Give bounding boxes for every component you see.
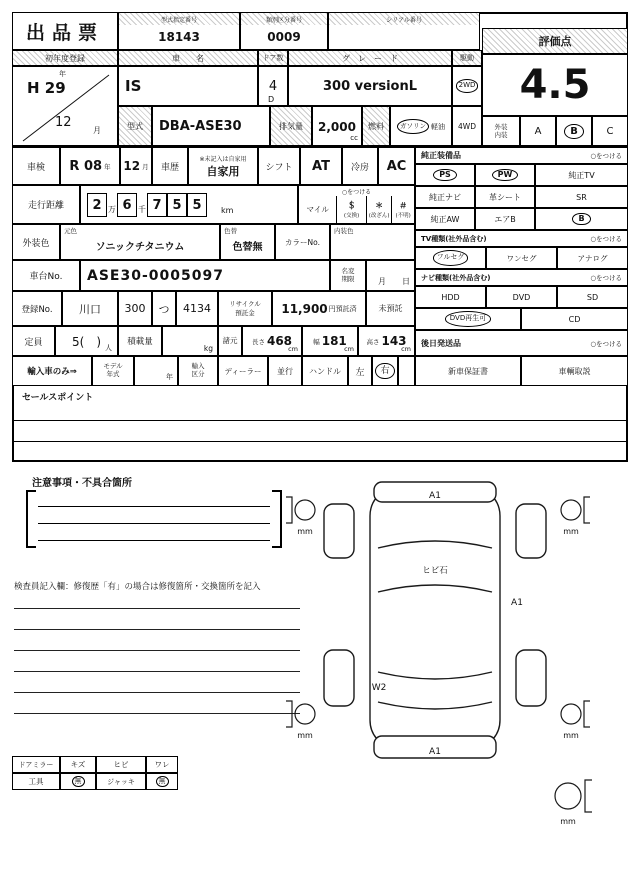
man-unit: 万 — [108, 205, 116, 214]
ac-value: AC — [378, 147, 415, 185]
grade-value: 300 versionL — [288, 66, 452, 106]
class-number-label: 類別区分番号 — [241, 13, 327, 25]
scratch-label: キズ — [60, 756, 96, 773]
model-designation-value: 18143 — [158, 30, 200, 44]
width-value: 181 — [321, 334, 347, 348]
interior-color-cell — [330, 224, 415, 260]
history-value: 自家用 — [206, 164, 240, 178]
color-no-label: カラーNo. — [275, 224, 330, 260]
equipment-header: 純正装備品 ○をつける — [415, 147, 628, 164]
damage-front-a1: A1 — [429, 491, 441, 501]
doors-header: ドア数 — [258, 50, 288, 66]
damage-right-a1: A1 — [511, 598, 523, 608]
mm-circle-front-left — [295, 500, 315, 520]
damage-rear-a1: A1 — [429, 747, 441, 757]
import-class-label: 輸入 区分 — [178, 356, 218, 386]
doors-sub: D — [268, 95, 275, 104]
car-damage-diagram — [278, 474, 630, 854]
front-right-wheel — [516, 504, 546, 558]
mm-circle-front-right — [561, 500, 581, 520]
later-shipment-header: 後日発送品 ○をつける — [415, 330, 628, 356]
mileage-sen-digit: 6 — [117, 193, 137, 217]
name-change-date-cell — [366, 260, 415, 291]
original-color-value: ソニックチタニウム — [95, 242, 185, 253]
jack-none-selected: 無 — [146, 773, 178, 790]
registration-kana: つ — [152, 291, 176, 326]
analog: アナログ — [557, 247, 628, 269]
color-change-label: 色替 — [224, 227, 237, 235]
exchange-option: ＄ (交換) — [336, 196, 365, 223]
score-header: 評価点 — [482, 28, 628, 54]
fuel-value-cell — [390, 106, 452, 147]
grade-option-a: A — [520, 116, 556, 147]
inspector-line-6 — [14, 713, 300, 714]
serial-number-value — [329, 25, 479, 49]
displacement-label: 排気量 — [270, 106, 312, 147]
hdd: HDD — [415, 286, 486, 308]
class-number-cell — [240, 12, 328, 50]
car-body-outline — [370, 490, 500, 746]
car-name-value: IS — [118, 66, 258, 106]
tool-label: 工具 — [12, 773, 60, 790]
rear-left-wheel — [324, 650, 354, 706]
mileage-man-digit: 2 — [87, 193, 107, 217]
year-unit: 年 — [59, 70, 66, 78]
dvd-playable-selected: DVD再生可 — [415, 308, 521, 330]
mile-flags-cell — [298, 185, 415, 224]
inspector-line-2 — [14, 629, 300, 630]
fuel-diesel: 軽油 — [431, 122, 445, 131]
dvd: DVD — [486, 286, 557, 308]
sales-line-2 — [12, 441, 628, 442]
mileage-label: 走行距離 — [12, 185, 80, 224]
load-unit: kg — [203, 344, 213, 353]
mileage-cell — [80, 185, 298, 224]
chassis-no-value: ASE30-0005097 — [80, 260, 330, 291]
inspection-month-cell: 12 月 — [120, 147, 152, 185]
damage-windshield: ヒビ石 — [422, 566, 448, 576]
parallel-option: 並行 — [268, 356, 302, 386]
length-value: 468 — [266, 334, 293, 348]
sd: SD — [557, 286, 628, 308]
damage-left-rear-w2: W2 — [371, 683, 387, 693]
score-value: 4.5 — [519, 62, 591, 108]
chassis-no-label: 車台No. — [12, 260, 80, 291]
inspector-line-1 — [14, 608, 300, 609]
recycle-amount: 11,900 — [281, 301, 328, 316]
displacement-value: 2,000 — [318, 119, 356, 134]
grade-header: グ レ ー ド — [288, 50, 452, 66]
drive-header: 駆動 — [452, 50, 482, 66]
grade-option-c: C — [592, 116, 628, 147]
first-registration-month: 12 — [55, 115, 72, 130]
mileage-d3: 5 — [187, 193, 207, 217]
recycle-label: リサイクル 預託金 — [218, 291, 272, 326]
class-number-value: 0009 — [267, 30, 301, 44]
caution-line-3 — [38, 540, 270, 541]
displacement-value-cell — [312, 106, 362, 147]
first-registration-cell — [12, 66, 118, 147]
handle-left: 左 — [348, 356, 372, 386]
registration-area: 川口 — [62, 291, 118, 326]
doors-value-cell — [258, 66, 288, 106]
vehicle-manual: 車輌取説 — [521, 356, 628, 386]
bracket-front-left — [286, 497, 292, 523]
cd: CD — [521, 308, 628, 330]
fullseg-selected: フルセグ — [415, 247, 486, 269]
bracket-spare — [585, 780, 592, 812]
grade-option-b-selected: B — [556, 116, 592, 147]
first-registration-header: 初年度登録 — [12, 50, 118, 66]
shift-label: シフト — [258, 147, 300, 185]
ac-label: 冷房 — [342, 147, 378, 185]
oem-tv: 純正TV — [535, 164, 628, 186]
recycle-deposit-cell — [272, 291, 366, 326]
oem-wheels: 純正AW — [415, 208, 475, 230]
recycle-not-deposited: 未預託 — [366, 291, 415, 326]
mileage-d1: 7 — [147, 193, 167, 217]
serial-number-label: シリアル番号 — [329, 13, 479, 25]
bracket-rear-left — [286, 701, 292, 727]
oneseg: ワンセグ — [486, 247, 557, 269]
original-color-label: 元色 — [64, 227, 77, 235]
registration-no-label: 登録No. — [12, 291, 62, 326]
width-cell: 幅 181 cm — [302, 326, 358, 356]
bracket-left — [26, 490, 36, 548]
import-only-label: 輸入車のみ⇒ — [12, 356, 92, 386]
mm-label-fr: mm — [563, 527, 579, 536]
model-code-label: 型式 — [118, 106, 152, 147]
tamper-option: ＊ (改ざん) — [366, 196, 392, 223]
mile-option: マイル — [306, 205, 329, 214]
sales-point-label: セールスポイント — [22, 393, 94, 403]
capacity-unit: 人 — [105, 344, 112, 352]
sheet-title: 出品票 — [25, 21, 104, 44]
door-mirror-label: ドアミラー — [12, 756, 60, 773]
tv-type-header: TV種類(社外品含む) ○をつける — [415, 230, 628, 247]
caution-line-1 — [38, 506, 270, 507]
crack-label: ヒビ — [96, 756, 146, 773]
exterior-color-label: 外装色 — [12, 224, 60, 260]
shift-value: AT — [300, 147, 342, 185]
drive-2wd-selected: 2WD — [452, 66, 482, 106]
capacity-cell: 5( ) 人 — [55, 326, 118, 356]
height-cell: 高さ 143 cm — [358, 326, 415, 356]
navi-type-header: ナビ種類(社外品含む) ○をつける — [415, 269, 628, 286]
serial-number-cell — [328, 12, 480, 50]
sheet-title-cell — [12, 12, 118, 50]
ps-selected: PS — [415, 164, 475, 186]
split-label: ワレ — [146, 756, 178, 773]
dealer-option: ディーラー — [218, 356, 268, 386]
inspector-label: 検査員記入欄：修復歴「有」の場合は修復箇所・交換箇所を記入 — [14, 582, 261, 592]
history-cell — [188, 147, 258, 185]
circle-note: ○をつける — [341, 188, 372, 196]
sales-line-1 — [12, 420, 628, 421]
fuel-label: 燃料 — [362, 106, 390, 147]
drive-4wd: 4WD — [452, 106, 482, 147]
handle-right-selected: 右 — [372, 356, 398, 386]
inspector-line-4 — [14, 671, 300, 672]
registration-number: 4134 — [176, 291, 218, 326]
mm-circle-rear-left — [295, 704, 315, 724]
length-cell: 長さ 468 cm — [242, 326, 302, 356]
tool-none-selected: 無 — [60, 773, 96, 790]
name-change-label: 名変 期限 — [330, 260, 366, 291]
original-color-cell — [60, 224, 220, 260]
displacement-unit: cc — [350, 134, 358, 142]
mm-circle-rear-right — [561, 704, 581, 724]
sunroof: SR — [535, 186, 628, 208]
bracket-front-right — [584, 497, 590, 523]
unknown-option: ＃ (不明) — [391, 196, 414, 223]
interior-color-label: 内装色 — [334, 227, 354, 235]
load-label: 積載量 — [118, 326, 162, 356]
caution-label: 注意事項・不具合箇所 — [32, 478, 132, 489]
inspector-line-3 — [14, 650, 300, 651]
model-code-value: DBA-ASE30 — [152, 106, 270, 147]
model-designation-cell — [118, 12, 240, 50]
capacity-label: 定員 — [12, 326, 55, 356]
recycle-suffix: 円預託済 — [328, 304, 357, 313]
fuel-gasoline-selected: ガソリン — [397, 119, 429, 134]
bracket-rear-right — [584, 701, 590, 727]
airbag: エアB — [475, 208, 535, 230]
mm-label-rr: mm — [563, 731, 579, 740]
mm-label-spare: mm — [560, 817, 576, 826]
caution-line-2 — [38, 523, 270, 524]
airbag-b-selected: B — [535, 208, 628, 230]
pw-selected: PW — [475, 164, 535, 186]
load-cell — [162, 326, 218, 356]
rear-right-wheel — [516, 650, 546, 706]
inspection-label: 車検 — [12, 147, 60, 185]
mm-label-rl: mm — [297, 731, 313, 740]
model-year-cell: 年 — [134, 356, 178, 386]
history-note: ※未記入は自家用 — [199, 155, 247, 163]
history-label: 車歴 — [152, 147, 188, 185]
first-registration-year: H 29 — [27, 79, 66, 97]
inspector-line-5 — [14, 692, 300, 693]
handle-label: ハンドル — [302, 356, 348, 386]
interior-exterior-label: 外装 内装 — [482, 116, 520, 147]
jack-label: ジャッキ — [96, 773, 146, 790]
mm-circle-spare — [555, 783, 581, 809]
sen-unit: 千 — [138, 205, 146, 214]
oem-navi: 純正ナビ — [415, 186, 475, 208]
km-unit: km — [221, 206, 234, 215]
new-car-warranty: 新車保証書 — [415, 356, 521, 386]
color-change-value: 色替無 — [232, 242, 263, 253]
registration-class: 300 — [118, 291, 152, 326]
model-year-label: モデル 年式 — [92, 356, 134, 386]
car-name-header: 車 名 — [118, 50, 258, 66]
color-change-cell — [220, 224, 275, 260]
score-value-cell — [482, 54, 628, 116]
doors-value: 4 — [268, 78, 278, 94]
handle-filler — [398, 356, 415, 386]
inspection-year-cell: R 08 年 — [60, 147, 120, 185]
month-unit: 月 — [93, 126, 101, 135]
spec-label: 諸元 — [218, 326, 242, 356]
height-value: 143 — [381, 334, 407, 348]
mm-label-fl: mm — [297, 527, 313, 536]
mileage-d2: 5 — [167, 193, 187, 217]
leather-seat: 革シート — [475, 186, 535, 208]
front-left-wheel — [324, 504, 354, 558]
model-designation-label: 型式指定番号 — [119, 13, 239, 25]
name-change-date: 月 日 — [378, 277, 410, 286]
